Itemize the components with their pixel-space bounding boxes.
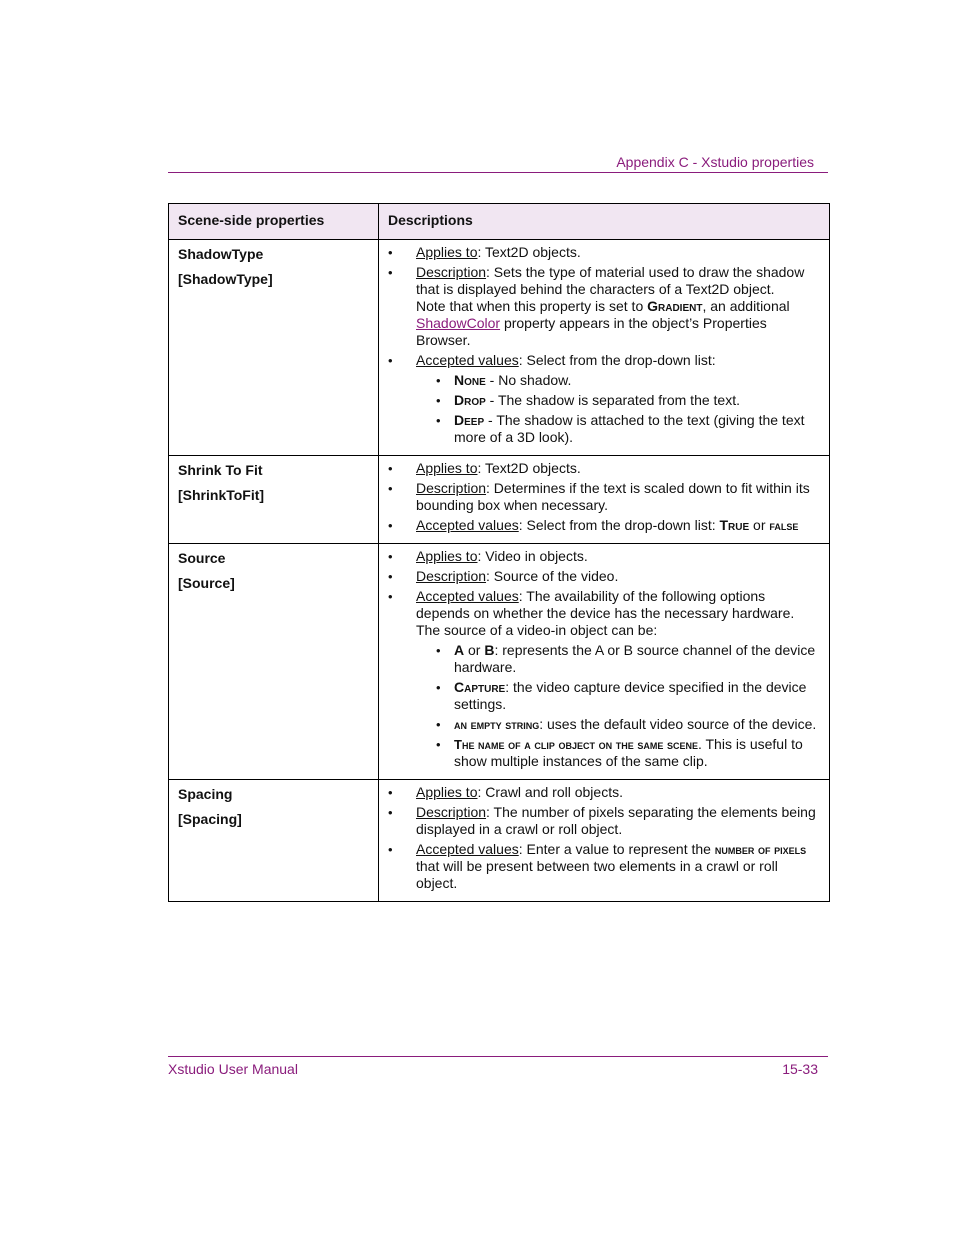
- table-row: [169, 456, 830, 544]
- column-header-properties: Scene-side properties: [169, 204, 379, 240]
- description-cell: [379, 240, 830, 456]
- property-cell: [169, 780, 379, 902]
- list-item: • Accepted values: Select from the drop-down list: True or false: [388, 517, 821, 534]
- applies-to-label: Applies to: [416, 784, 478, 800]
- description-label: Description: [416, 568, 487, 584]
- accepted-values-label: Accepted values: [416, 841, 519, 857]
- footer-manual-title: Xstudio User Manual: [168, 1061, 298, 1077]
- header-title: Appendix C - Xstudio properties: [616, 154, 814, 170]
- list-item: • Accepted values: Select from the drop-down list: • None - No shadow. • Drop - The shadow is separated from the text. • Deep - The shadow is attached to the text (giving the text more of a 3D look).: [388, 352, 821, 446]
- page-header: [168, 154, 828, 173]
- property-cell: [169, 544, 379, 780]
- column-header-descriptions: Descriptions: [379, 204, 830, 240]
- option-item: • an empty string: uses the default video source of the device.: [416, 716, 821, 733]
- property-cell: [169, 456, 379, 544]
- properties-table: [168, 203, 830, 902]
- description-label: Description: [416, 480, 487, 496]
- page-footer: [168, 1056, 828, 1077]
- property-raw-name: [Spacing]: [178, 811, 242, 827]
- table-row: [169, 544, 830, 780]
- property-name: Spacing: [178, 786, 233, 802]
- option-item: • None - No shadow.: [416, 372, 821, 389]
- list-item: • Applies to: Crawl and roll objects.: [388, 784, 821, 801]
- property-raw-name: [ShadowType]: [178, 271, 273, 287]
- list-item: • Description: Determines if the text is scaled down to fit within its bounding box when necessary.: [388, 480, 821, 514]
- property-name: Source: [178, 550, 226, 566]
- property-raw-name: [ShrinkToFit]: [178, 487, 265, 503]
- list-item: • Accepted values: Enter a value to represent the number of pixels that will be present between two elements in a crawl or roll object.: [388, 841, 821, 892]
- list-item: • Description: The number of pixels separating the elements being displayed in a crawl or roll object.: [388, 804, 821, 838]
- list-item: • Applies to: Video in objects.: [388, 548, 821, 565]
- list-item: • Description: Source of the video.: [388, 568, 821, 585]
- property-name: Shrink To Fit: [178, 462, 263, 478]
- applies-to-label: Applies to: [416, 548, 478, 564]
- accepted-values-label: Accepted values: [416, 517, 519, 533]
- applies-to-label: Applies to: [416, 244, 478, 260]
- table-row: [169, 240, 830, 456]
- shadowcolor-link[interactable]: ShadowColor: [416, 315, 501, 331]
- option-item: • The name of a clip object on the same scene. This is useful to show multiple instances of the same clip.: [416, 736, 821, 770]
- table-header-row: [169, 204, 830, 240]
- list-item: • Accepted values: The availability of the following options depends on whether the device has the necessary hardware. The source of a video-in object can be: • A or B: represents the A or B source channel of the device hardware. • Capture: the video capture device specified in the device settings. • an empty string: uses the default video source of the device. • The name of a clip object on the same scene. This is useful to show multiple instances of the same clip.: [388, 588, 821, 770]
- list-item: • Description: Sets the type of material used to draw the shadow that is displayed behind the characters of a Text2D object. Note that when this property is set to Gradient, an additional ShadowColor property appears in the object’s Properties Browser.: [388, 264, 821, 349]
- property-cell: [169, 240, 379, 456]
- accepted-values-label: Accepted values: [416, 588, 519, 604]
- property-raw-name: [Source]: [178, 575, 235, 591]
- list-item: • Applies to: Text2D objects.: [388, 244, 821, 261]
- description-cell: [379, 456, 830, 544]
- description-label: Description: [416, 804, 487, 820]
- property-name: ShadowType: [178, 246, 264, 262]
- footer-page-number: 15-33: [782, 1061, 818, 1077]
- option-item: • Capture: the video capture device specified in the device settings.: [416, 679, 821, 713]
- description-cell: [379, 544, 830, 780]
- description-label: Description: [416, 264, 487, 280]
- table-row: [169, 780, 830, 902]
- description-cell: [379, 780, 830, 902]
- list-item: • Applies to: Text2D objects.: [388, 460, 821, 477]
- applies-to-label: Applies to: [416, 460, 478, 476]
- accepted-values-label: Accepted values: [416, 352, 519, 368]
- option-item: • A or B: represents the A or B source channel of the device hardware.: [416, 642, 821, 676]
- option-item: • Deep - The shadow is attached to the text (giving the text more of a 3D look).: [416, 412, 821, 446]
- option-item: • Drop - The shadow is separated from the text.: [416, 392, 821, 409]
